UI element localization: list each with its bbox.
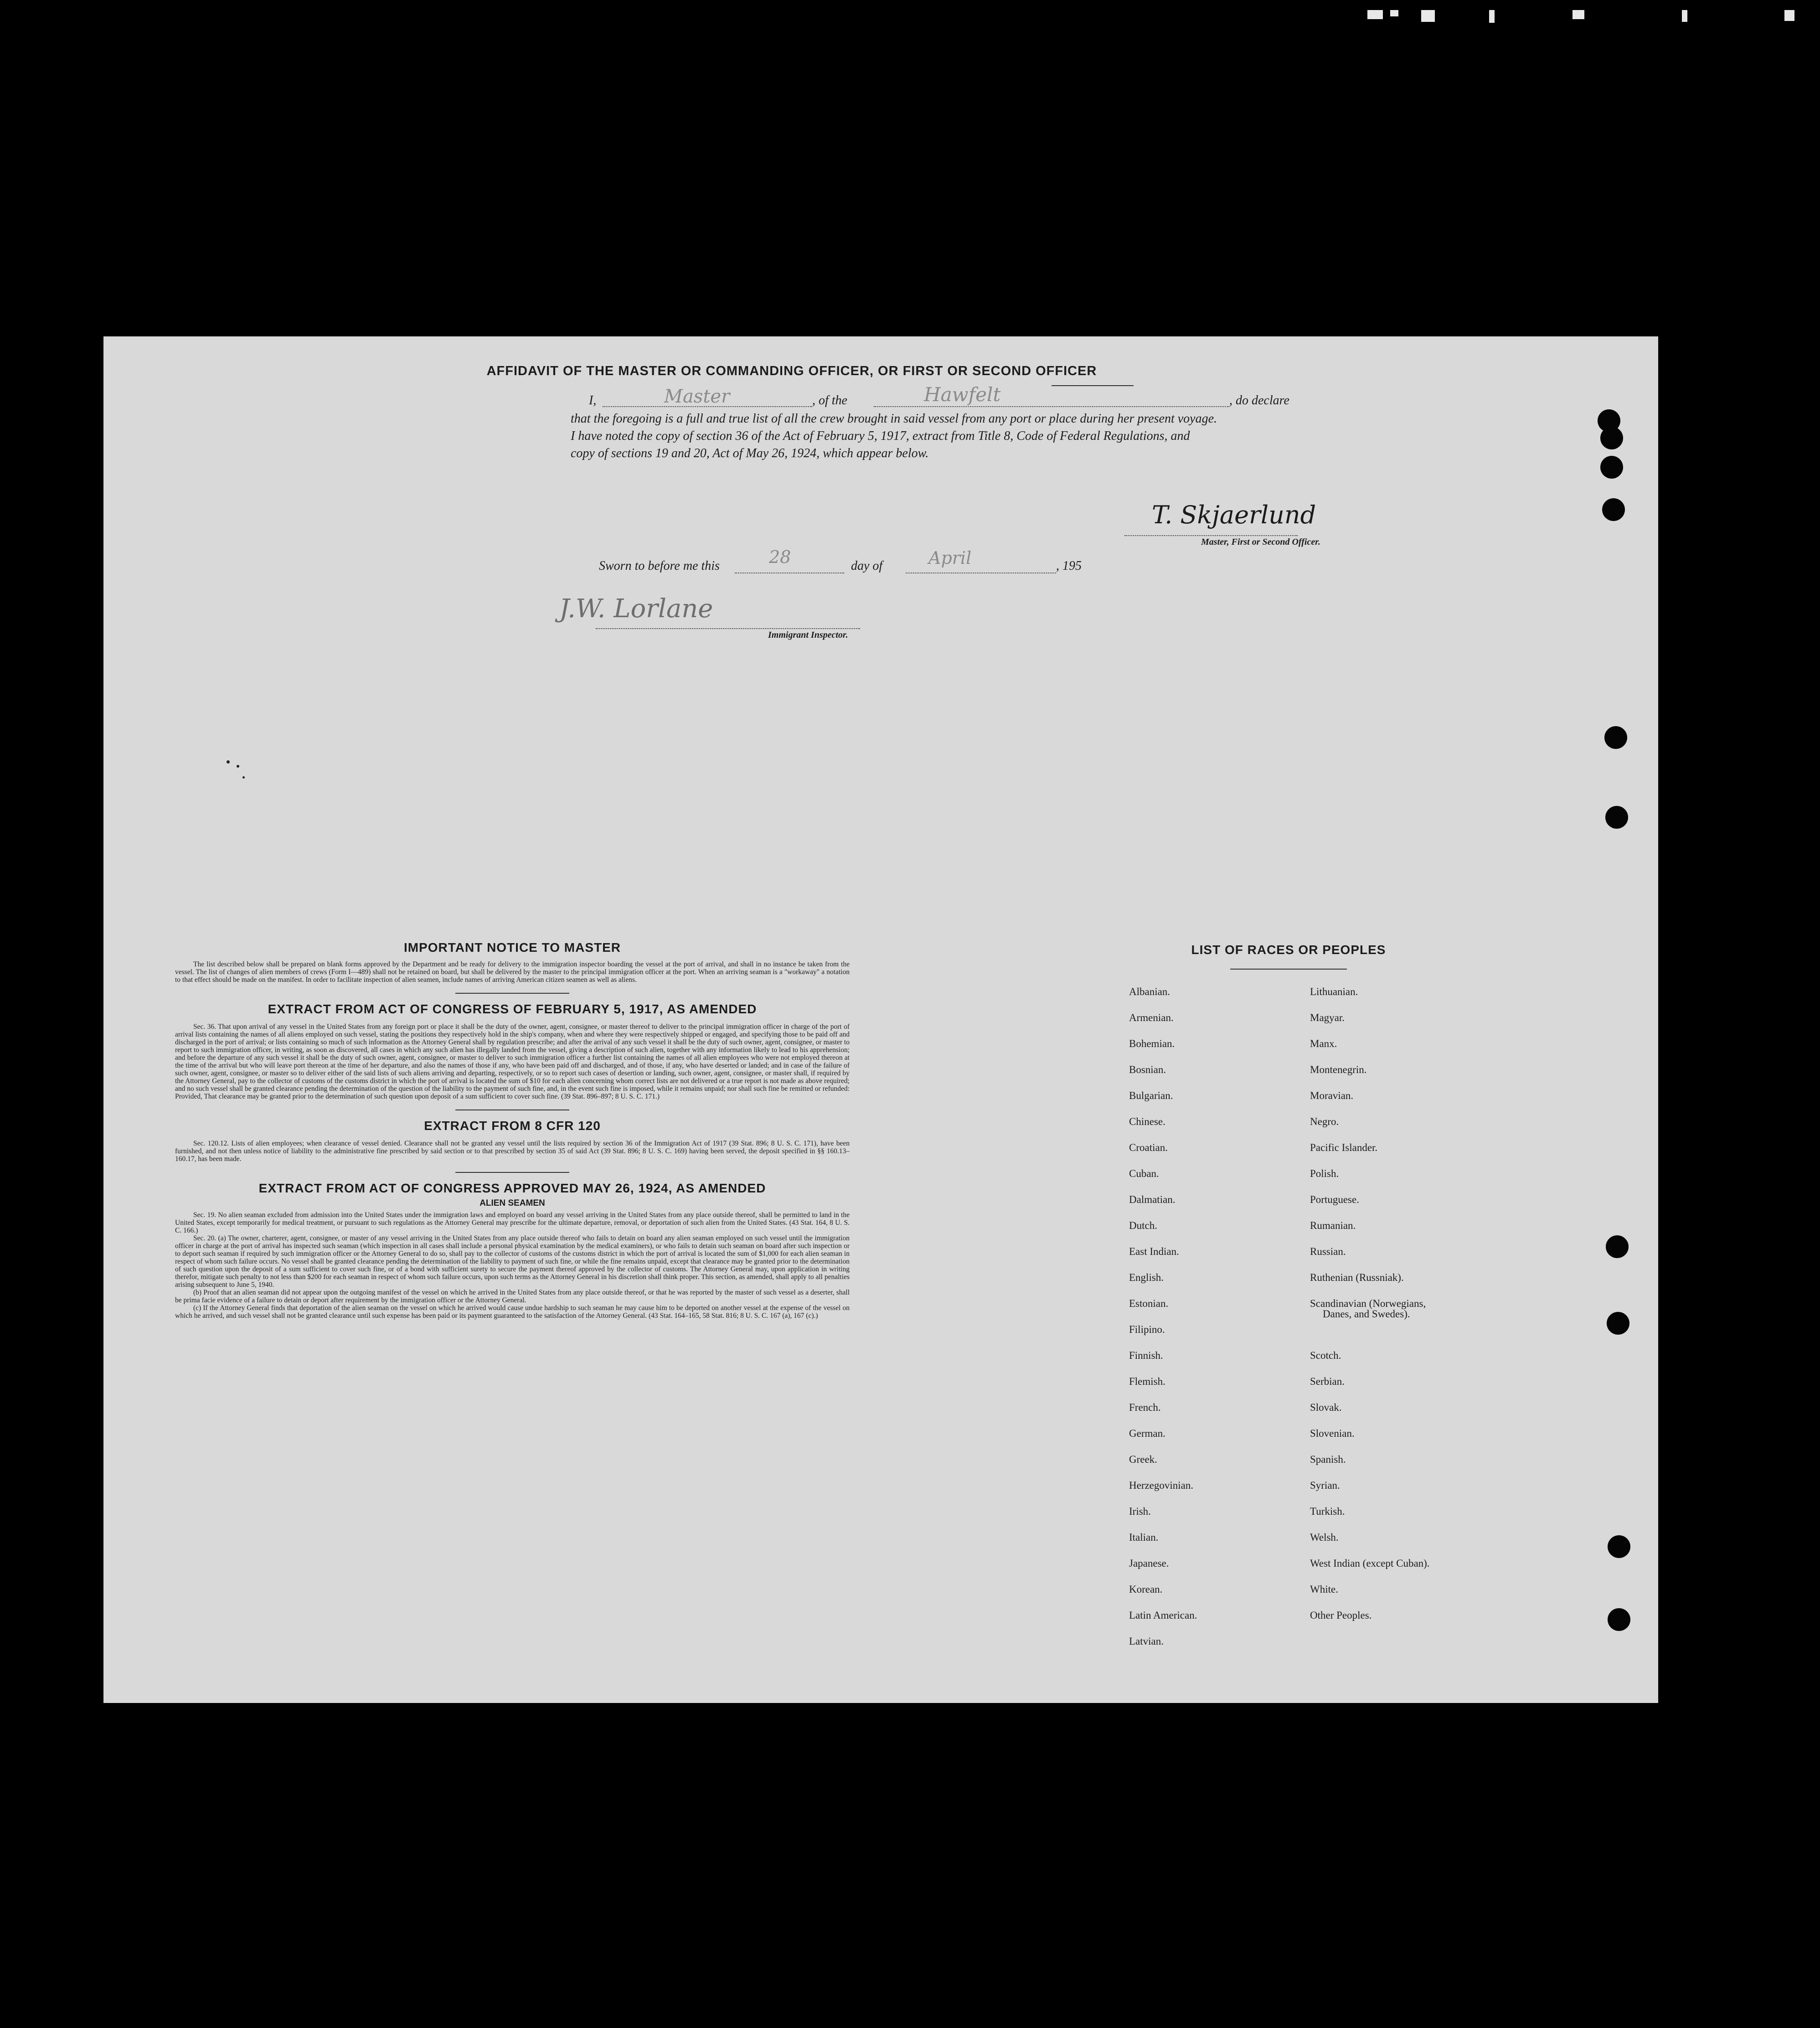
film-edge-marks <box>1363 10 1819 37</box>
handwritten-name: Master <box>664 386 730 407</box>
races-title: LIST OF RACES OR PEOPLES <box>1191 943 1386 957</box>
master-caption: Master, First or Second Officer. <box>1201 537 1320 547</box>
race-left-item: Dalmatian. <box>1129 1194 1176 1205</box>
extract-1917-text: Sec. 36. That upon arrival of any vessel in the United States from any foreign port or place it shall be the duty of the owner, agent, consignee, or master thereof to deliver to the principal immigration officer in charge of the port of arrival lists containing the names of all aliens employed on such vessel, stating the positions they respectively hold in the ship's company, when and where they were respectively shipped or engaged, and specifying those to be paid off and discharged in the port of arrival; or lists containing so much of such information as the Attorney General shall by regulation prescribe; and after the arrival of any such vessel it shall be the duty of such owner, agent, consignee, or master to report to such immigration officer, in writing, as soon as discovered, all cases in which any such alien has illegally landed from the vessel, giving a description of such alien, together with any information likely to lead to his apprehension; and before the departure of any such vessel it shall be the duty of such owner, agent, consignee, or master to deliver to such immigration officer a further list containing the names of all alien employees who were not employed thereon at the time of the arrival but who will leave port thereon at the time of her departure, and also the names of those if any, who have been paid off and discharged, and of those, if any, who have deserted or landed; and in case of the failure of such owner, agent, consignee, or master so to deliver either of the said lists of such aliens arriving and departing, respectively, or so to report such cases of desertion or landing, such owner, agent, consignee, or master shall, if required by the Attorney General, pay to the collector of customs of the customs district in which the port of arrival is located the sum of $10 for each alien concerning whom correct lists are not delivered or a true report is not made as above required; and no such vessel shall be granted clearance pending the determination of the question of the liability to the payment of such fine, and, in the event such fine is imposed, while it remains unpaid; nor shall such fine be remitted or refunded: Provided, That clearance may be granted prior to the determination of such question upon deposit of a sum sufficient to cover such fine. (39 Stat. 896–897; 8 U. S. C. 171.) <box>175 1023 850 1100</box>
extract-cfr-text: Sec. 120.12. Lists of alien employees; when clearance of vessel denied. Clearance shall not be granted any vessel until the lists required by section 36 of the Immigration Act of 1917 (39 Stat. 896; 8 U. S. C. 171), have been furnished, and not then unless notice of liability to the administrative fine prescribed by said section or to that prescribed by section 35 of said Act (39 Stat. 896; 8 U. S. C. 169) having been served, the deposit specified in §§ 160.13–160.17, has been made. <box>175 1140 850 1163</box>
race-right-item: Serbian. <box>1310 1376 1345 1387</box>
section-divider <box>455 1172 569 1173</box>
race-right-item: Spanish. <box>1310 1454 1346 1465</box>
race-left-item: Albanian. <box>1129 986 1170 997</box>
race-right-item: Other Peoples. <box>1310 1610 1372 1621</box>
race-left-item: Finnish. <box>1129 1350 1163 1361</box>
ink-speck <box>227 760 230 764</box>
race-left-item: Flemish. <box>1129 1376 1165 1387</box>
extract-cfr-title: EXTRACT FROM 8 CFR 120 <box>424 1119 601 1133</box>
race-left-item: German. <box>1129 1428 1165 1439</box>
race-left-item: Italian. <box>1129 1532 1159 1543</box>
race-left-item: Latvian. <box>1129 1636 1164 1647</box>
race-right-item: West Indian (except Cuban). <box>1310 1558 1430 1569</box>
sworn-prefix: Sworn to before me this <box>599 559 720 573</box>
punch-hole <box>1604 726 1627 749</box>
race-right-item: Moravian. <box>1310 1090 1354 1101</box>
race-right-item: Negro. <box>1310 1116 1339 1127</box>
section-divider <box>455 1109 569 1110</box>
declaration-line-2 <box>423 411 1289 429</box>
race-right-item: Manx. <box>1310 1038 1337 1049</box>
race-right-item: Pacific Islander. <box>1310 1142 1378 1153</box>
race-left-item: Bohemian. <box>1129 1038 1175 1049</box>
race-right-item: Scandinavian (Norwegians, <box>1310 1298 1426 1309</box>
race-right-item: Danes, and Swedes). <box>1323 1308 1410 1320</box>
races-title-rule <box>1230 969 1347 970</box>
declaration-text-2: that the foregoing is a full and true list of all the crew brought in said vessel from any port or place during her present voyage. <box>571 412 1217 426</box>
race-right-item: Russian. <box>1310 1246 1346 1257</box>
race-right-item: Portuguese. <box>1310 1194 1359 1205</box>
race-left-item: Herzegovinian. <box>1129 1480 1194 1491</box>
race-right-item: Welsh. <box>1310 1532 1339 1543</box>
inspector-caption: Immigrant Inspector. <box>768 630 848 640</box>
extract-1924-title: EXTRACT FROM ACT OF CONGRESS APPROVED MAY 26, 1924, AS AMENDED <box>258 1181 766 1195</box>
race-left-item: Bulgarian. <box>1129 1090 1173 1101</box>
race-right-item: Magyar. <box>1310 1012 1345 1023</box>
race-right-item: Turkish. <box>1310 1506 1345 1517</box>
sworn-year: , 195 <box>1056 559 1082 573</box>
legal-extracts <box>175 940 850 1320</box>
race-right-item: Lithuanian. <box>1310 986 1358 997</box>
declaration-line-1 <box>423 383 1289 411</box>
declaration-text-4: copy of sections 19 and 20, Act of May 26, 1924, which appear below. <box>571 446 929 460</box>
sworn-line <box>423 547 1289 576</box>
punch-hole <box>1605 806 1628 829</box>
race-left-item: Greek. <box>1129 1454 1157 1465</box>
race-right-item: Montenegrin. <box>1310 1064 1367 1075</box>
race-left-item: Korean. <box>1129 1584 1163 1595</box>
inspector-signature: J.W. Lorlane <box>559 594 713 624</box>
race-left-item: English. <box>1129 1272 1164 1283</box>
race-right-item: Slovak. <box>1310 1402 1342 1413</box>
affidavit-title: AFFIDAVIT OF THE MASTER OR COMMANDING OFFICER, OR FIRST OR SECOND OFFICER <box>486 364 1097 378</box>
race-right-item: Rumanian. <box>1310 1220 1356 1231</box>
race-right-item: Ruthenian (Russniak). <box>1310 1272 1404 1283</box>
race-right-item: Scotch. <box>1310 1350 1341 1361</box>
race-left-item: East Indian. <box>1129 1246 1179 1257</box>
ink-speck <box>242 776 245 779</box>
affidavit-section <box>423 364 1320 640</box>
section-divider <box>455 993 569 994</box>
sworn-day: 28 <box>769 547 791 567</box>
declaration-line-3 <box>423 429 1289 447</box>
race-right-item: White. <box>1310 1584 1338 1595</box>
race-left-item: Bosnian. <box>1129 1064 1166 1075</box>
notice-text: The list described below shall be prepared on blank forms approved by the Department and be ready for delivery to the immigration inspector boarding the vessel at the port of arrival, and shall in no instance be taken from the vessel. The list of changes of alien members of crews (Form I—489) shall not be retained on board, but shall be delivered by the master to the principal immigration officer at the port. When an arriving seaman is a "workaway" a notation to that effect should be made on the manifest. In order to facilitate inspection of alien seamen, include names of arriving American citizen seamen as well as aliens. <box>175 960 850 984</box>
sworn-month: April <box>928 548 972 568</box>
sec-20a-text: Sec. 20. (a) The owner, charterer, agent, consignee, or master of any vessel arriving in the United States from any place outside thereof who fails to detain on board any alien seaman employed on such vessel until the immigration officer in charge at the port of arrival has inspected such seaman (which inspection in all cases shall include a personal physical examination by the medical examiners), or who fails to detain such seaman on board after such inspection or to deport such seaman if required by such immigration officer or the Attorney General to do so, shall pay to the collector of customs of the customs district in which the port of arrival is located the sum of $1,000 for each alien seaman in respect of whom such failure occurs. No vessel shall be granted clearance pending the determination of the liability to payment of such fine, or while the fine remains unpaid, except that clearance may be granted prior to the determination of such question upon the deposit of a sum sufficient to cover such fine, or of a bond with sufficient surety to secure the payment thereof approved by the collector of customs. The Attorney General may, upon application in writing therefor, mitigate such penalty to not less than $200 for each seaman in respect of whom such failure occurs, upon such terms as the Attorney General in his discretion shall think proper. This section, as amended, shall apply to all penalties arising subsequent to June 5, 1940. <box>175 1234 850 1289</box>
punch-hole <box>1608 1535 1630 1558</box>
declaration-text-3: I have noted the copy of section 36 of the Act of February 5, 1917, extract from Title 8, Code of Federal Regulations, and <box>571 429 1190 443</box>
race-left-item: Armenian. <box>1129 1012 1174 1023</box>
race-left-item: Japanese. <box>1129 1558 1169 1569</box>
race-left-item: Chinese. <box>1129 1116 1165 1127</box>
race-left-item: Croatian. <box>1129 1142 1168 1153</box>
master-signature: T. Skjaerlund <box>1152 501 1316 529</box>
declarant-prefix: I, <box>589 393 597 408</box>
race-left-item: Estonian. <box>1129 1298 1169 1309</box>
sec-19-text: Sec. 19. No alien seaman excluded from admission into the United States under the immigration laws and employed on board any vessel arriving in the United States from any place outside thereof, shall be permitted to land in the United States, except temporarily for medical treatment, or pursuant to such regulations as the Attorney General may prescribe for the ultimate departure, removal, or deportation of such alien from the United States. (43 Stat. 164, 8 U. S. C. 166.) <box>175 1211 850 1234</box>
race-left-item: Filipino. <box>1129 1324 1165 1335</box>
title-rule <box>1052 385 1134 386</box>
handwritten-vessel: Hawfelt <box>924 383 1001 406</box>
day-of-label: day of <box>851 559 883 573</box>
race-left-item: French. <box>1129 1402 1161 1413</box>
sec-20c-text: (c) If the Attorney General finds that deportation of the alien seaman on the vessel on which he arrived would cause undue hardship to such seaman he may cause him to be deported on another vessel at the expense of the vessel on which he arrived, and such vessel shall not be granted clearance until such expense has been paid or its payment guaranteed to the satisfaction of the Attorney General. (43 Stat. 164–165, 58 Stat. 816; 8 U. S. C. 167 (a), 167 (c).) <box>175 1304 850 1320</box>
punch-hole <box>1607 1312 1629 1335</box>
race-left-item: Cuban. <box>1129 1168 1159 1179</box>
of-the-label: , of the <box>812 393 847 408</box>
punch-hole <box>1600 456 1623 479</box>
race-left-item: Dutch. <box>1129 1220 1157 1231</box>
declare-suffix: , do declare <box>1229 393 1289 408</box>
alien-seamen-subtitle: ALIEN SEAMEN <box>479 1198 545 1208</box>
notice-title: IMPORTANT NOTICE TO MASTER <box>403 940 621 955</box>
ink-speck <box>237 765 239 768</box>
punch-hole <box>1602 498 1625 521</box>
punch-hole <box>1600 427 1623 449</box>
punch-hole <box>1608 1608 1630 1631</box>
punch-hole <box>1606 1235 1629 1258</box>
declaration-line-4 <box>423 447 1289 465</box>
race-right-item: Slovenian. <box>1310 1428 1355 1439</box>
document-page <box>103 336 1658 1703</box>
extract-1917-title: EXTRACT FROM ACT OF CONGRESS OF FEBRUARY 5, 1917, AS AMENDED <box>268 1002 757 1016</box>
sec-20b-text: (b) Proof that an alien seaman did not appear upon the outgoing manifest of the vessel on which he arrived in the United States from any place outside thereof, or that he was reported by the master of such vessel as a deserter, shall be prima facie evidence of a failure to detain or deport after requirement by the immigration officer or the Attorney General. <box>175 1289 850 1304</box>
race-right-item: Syrian. <box>1310 1480 1340 1491</box>
race-left-item: Latin American. <box>1129 1610 1197 1621</box>
race-right-item: Polish. <box>1310 1168 1339 1179</box>
race-left-item: Irish. <box>1129 1506 1151 1517</box>
